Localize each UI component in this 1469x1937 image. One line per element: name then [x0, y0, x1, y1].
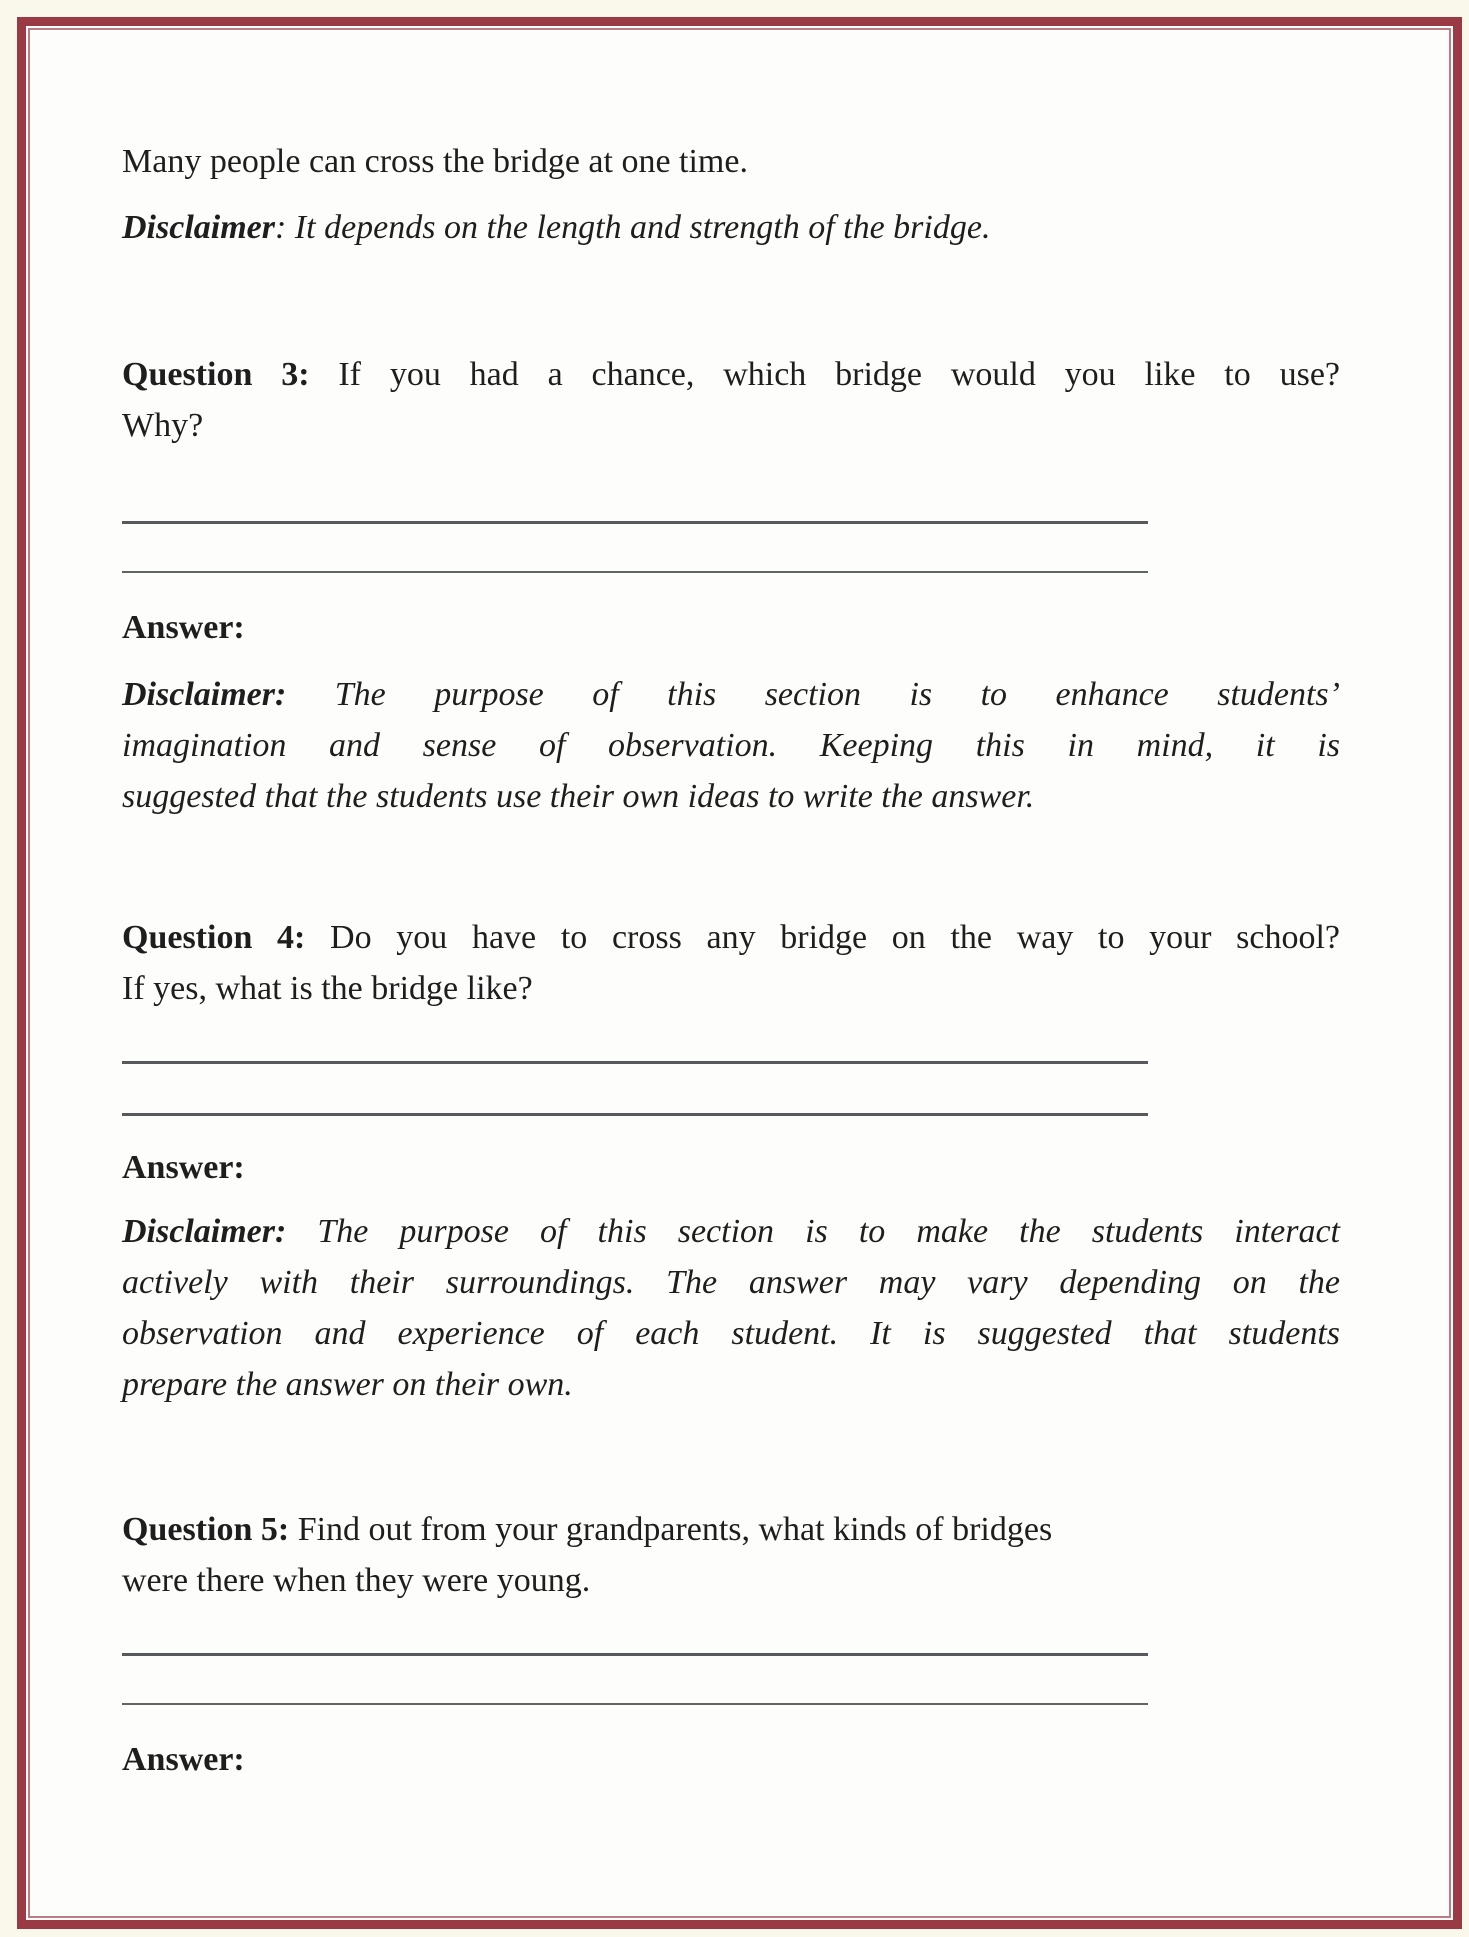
question-5-text: Find out from your grandparents, what kinds of bridges	[297, 1511, 1053, 1548]
answer-heading-q5	[122, 1734, 1340, 1785]
answer-blank-line	[122, 571, 1148, 573]
answer-heading-q3	[122, 602, 1340, 653]
question-3-text: Why?	[122, 407, 204, 444]
text-line	[122, 1142, 1340, 1193]
disclaimer-text: prepare the answer on their own.	[122, 1366, 573, 1403]
text-line	[122, 202, 1340, 253]
question-4-text: Do you have to cross any bridge on the way to your school?	[330, 919, 1340, 956]
disclaimer-text: The purpose of this section is to make the students interact	[317, 1213, 1340, 1250]
text-line	[122, 1734, 1340, 1785]
question-3	[122, 349, 1340, 451]
text-line	[122, 1555, 1340, 1606]
answer-blank-line	[122, 1703, 1148, 1705]
text-line	[122, 1206, 1340, 1257]
disclaimer-q4	[122, 1206, 1340, 1410]
disclaimer-text: actively with their surroundings. The answer may vary depending on the	[122, 1264, 1340, 1301]
text-line	[122, 771, 1340, 822]
disclaimer-note	[122, 202, 1340, 253]
disclaimer-q3	[122, 669, 1340, 822]
intro-text: Many people can cross the bridge at one time.	[122, 143, 748, 180]
disclaimer-text: suggested that the students use their own ideas to write the answer.	[122, 778, 1035, 815]
question-5-label: Question 5:	[122, 1511, 290, 1548]
question-5-text: were there when they were young.	[122, 1562, 591, 1599]
text-line	[122, 1308, 1340, 1359]
answer-blank-line	[122, 1113, 1148, 1116]
disclaimer-label: Disclaimer:	[122, 1213, 287, 1250]
answer-label: Answer:	[122, 609, 245, 646]
question-3-label: Question 3:	[122, 356, 310, 393]
question-3-text: If you had a chance, which bridge would you like to use?	[338, 356, 1341, 393]
answer-heading-q4	[122, 1142, 1340, 1193]
text-line	[122, 349, 1340, 400]
question-4-label: Question 4:	[122, 919, 306, 956]
question-4-text: If yes, what is the bridge like?	[122, 970, 533, 1007]
disclaimer-text: observation and experience of each student. It is suggested that students	[122, 1315, 1340, 1352]
intro-paragraph	[122, 136, 1340, 187]
text-line	[122, 1504, 1340, 1555]
answer-blank-line	[122, 1061, 1148, 1064]
disclaimer-label: Disclaimer:	[122, 676, 287, 713]
question-5	[122, 1504, 1340, 1606]
text-line	[122, 400, 1340, 451]
disclaimer-text: imagination and sense of observation. Keeping this in mind, it is	[122, 727, 1340, 764]
text-line	[122, 963, 1340, 1014]
answer-label: Answer:	[122, 1149, 245, 1186]
text-line	[122, 1257, 1340, 1308]
text-line	[122, 136, 1340, 187]
text-line	[122, 1359, 1340, 1410]
disclaimer-text: : It depends on the length and strength of the bridge.	[274, 209, 991, 246]
text-line	[122, 720, 1340, 771]
answer-label: Answer:	[122, 1741, 245, 1778]
disclaimer-text: The purpose of this section is to enhance students’	[334, 676, 1340, 713]
text-line	[122, 912, 1340, 963]
text-line	[122, 602, 1340, 653]
answer-blank-line	[122, 1653, 1148, 1656]
text-line	[122, 669, 1340, 720]
answer-blank-line	[122, 521, 1148, 524]
question-4	[122, 912, 1340, 1014]
disclaimer-label: Disclaimer	[122, 209, 275, 246]
